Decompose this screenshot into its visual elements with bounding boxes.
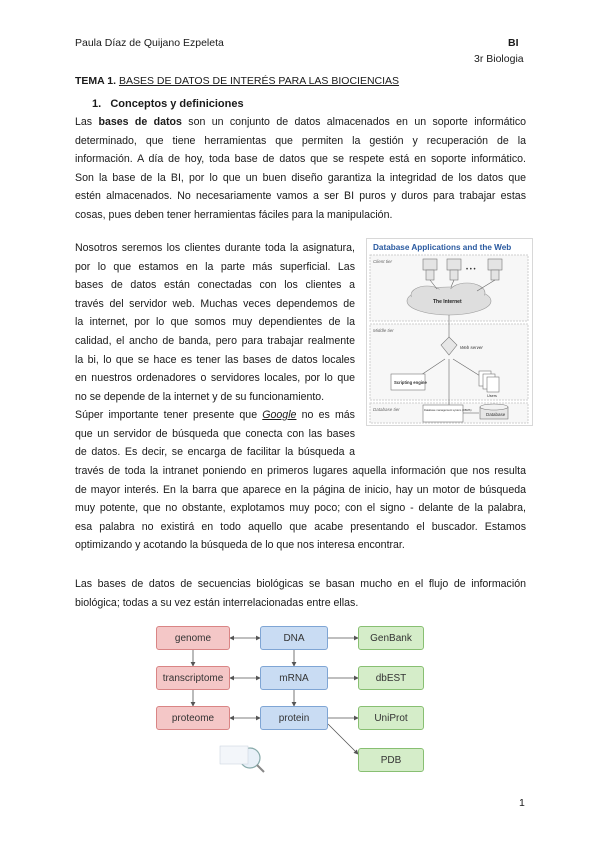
database-label: Database (486, 412, 506, 417)
database-tier-label: Database tier (373, 407, 400, 412)
biological-flow-figure (150, 622, 450, 774)
dbms-box (423, 405, 463, 422)
node-pdb: PDB (358, 748, 424, 772)
node-genome: genome (156, 626, 230, 650)
figure-title: Database Applications and the Web (373, 243, 512, 252)
node-protein: protein (260, 706, 328, 730)
node-transcriptome: transcriptome (156, 666, 230, 690)
page-number: 1 (519, 797, 525, 809)
bold-term: bases de datos (98, 116, 182, 128)
section-heading (92, 98, 244, 110)
web-server-label: Web server (460, 345, 483, 350)
section-number: 1. (92, 98, 102, 110)
document-title (75, 75, 399, 87)
node-uniprot: UniProt (358, 706, 424, 730)
node-genbank: GenBank (358, 626, 424, 650)
client-tier-label: Client tier (373, 259, 393, 264)
scripting-engine-label: Scripting engine (394, 380, 427, 385)
web-architecture-figure (366, 238, 533, 426)
dbms-label: Database management system (DBMS) (424, 409, 472, 412)
users-label: Users (487, 394, 497, 398)
title-tema: TEMA 1. (75, 75, 117, 87)
header-course: 3r Biologia (474, 53, 524, 65)
magnifier-icon (220, 746, 264, 772)
section-title: Conceptos y definiciones (110, 98, 244, 110)
paragraph-3b: través de toda la intranet poniendo en primeros lugares aquella información que nos resulta de mayor interés. En la barra que aparece en la página de inicio, hay un motor de búsqueda muy potente, que no obstante, explotamos muy poco; con el signo - delante de la palabra, esa palabra no existirá en todo aquello que acabe presentando el buscador. Estamos optimizando y acotando la búsqueda de lo que nos interesa encontrar. (75, 465, 526, 552)
node-mrna: mRNA (260, 666, 328, 690)
more-clients-dots: • • • (466, 267, 476, 273)
header-author: Paula Díaz de Quijano Ezpeleta (75, 37, 224, 49)
node-dna: DNA (260, 626, 328, 650)
internet-label: The Internet (433, 299, 462, 305)
header-subject: BI (508, 37, 519, 49)
web-architecture-diagram (367, 239, 532, 425)
title-text: BASES DE DATOS DE INTERÉS PARA LAS BIOCIENCIAS (118, 75, 400, 87)
node-proteome: proteome (156, 706, 230, 730)
node-dbest: dbEST (358, 666, 424, 690)
paragraph-3a: Súper importante tener presente que Google no es más que un servidor de búsqueda que conecta con las bases de datos. Es decir, se encarga de facilitar la búsqueda a (75, 409, 355, 459)
paragraph-1: Las bases de datos son un conjunto de datos almacenados en un soporte informático determinado, que tiene herramientas que permiten la gestión y recuperación de la información. A día de hoy, toda base de datos que se respete está en soporte informático. Son la base de la BI, por lo que un buen diseño garantiza la integridad de los datos que estén almacenados. No necesariamente vamos a ser BI puros y duros para trabajar estas cosas, pues deben tener herramientas fáciles para la manipulación. (75, 116, 527, 221)
paragraph-2: Nosotros seremos los clientes durante toda la asignatura, por lo que estamos en la parte más superficial. Las bases de datos están conectadas con los clientes a través del servidor web. Muchas veces dependemos de la internet, por lo que somos muy dependientes de la calidad, el ancho de banda, pero para trabajar realmente la bi, lo que se hace es tener las bases de datos locales en nuestros ordenadores o servidores locales, por lo que no se depende de la internet y de su funcionamiento. (75, 242, 355, 403)
middle-tier-label: Middle tier (373, 328, 394, 333)
paragraph-4: Las bases de datos de secuencias biológicas se basan mucho en el flujo de información biológica; todas a su vez están interrelacionadas entre ellas. (75, 578, 526, 609)
google-term: Google (262, 409, 297, 421)
